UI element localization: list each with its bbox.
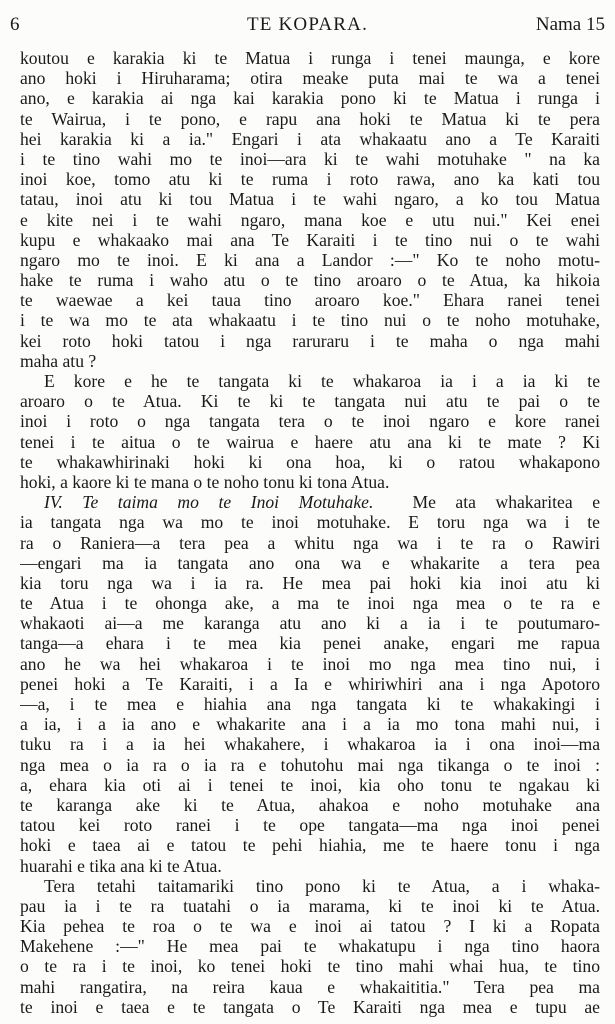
text-line: tenei i te aitua o te wairua e haere atu ana ki te mate ? Ki [20, 431, 600, 452]
text-line: tatou kei roto ranei i te ope tangata—ma nga inoi penei [20, 815, 600, 836]
text-line: E kore e he te tangata ki te whakaroa ia i a ia ki te [44, 371, 600, 391]
text-line: tanga—a ehara i te mea kia penei anake, engari me rapua [20, 633, 600, 654]
text-line: ia tangata nga wa mo te inoi motuhake. E toru nga wa i te [20, 512, 600, 533]
text-span: Me ata whakaritea e [412, 492, 600, 513]
text-line: te waewae a kei taua tino aroaro koe." Ehara ranei tenei [20, 290, 600, 311]
text-line: hoki e taea ai e tatou te pehi hiahia, me te haere tonu i nga [20, 835, 600, 856]
text-line: inoi i roto o nga tangata tera o te inoi ngaro e kore ranei [20, 411, 600, 432]
text-line: maha atu ? [20, 350, 97, 371]
text-line: pau ia i te ra tuatahi o ia marama, ki te inoi ki te Atua. [20, 895, 600, 916]
text-line: hei karakia ki a ia." Engari i ata whakaatu ano a Te Karaiti [20, 128, 600, 149]
section-heading-line [20, 492, 600, 512]
text-line: a, ehara kia oti ai i tenei te inoi, kia oho tonu te ngakau ki [20, 774, 600, 795]
text-line: whakaoti ai—a me karanga atu ano ki a ia i te poutumaro- [20, 613, 600, 634]
text-line: Kia pehea te roa o te wa e inoi ai tatou ? I ki a Ropata [20, 916, 600, 937]
text-line: tatau, inoi atu ki tou Matua i te wahi ngaro, a ko tou Matua [20, 189, 600, 210]
text-line: tuku ra i a ia hei whakahere, i whakaroa ia i ona inoi—ma [20, 734, 600, 755]
running-header [10, 14, 605, 40]
text-line: Makehene :—" He mea pai te whakatupu i nga tino haora [20, 936, 600, 957]
text-line: —engari ma ia tangata ano ona wa e whakarite a tera pea [20, 552, 600, 573]
text-line: ano, e karakia ai nga kai karakia pono ki te Matua i runga i [20, 88, 600, 109]
page-number: 6 [10, 14, 20, 35]
text-line: nga mea o ia ra o ia ra e tohutohu mai nga tikanga o te inoi : [20, 754, 600, 775]
text-line: hake te ruma i waho atu o te tino aroaro o te Atua, ka hikoia [20, 270, 600, 291]
text-line: Tera tetahi taitamariki tino pono ki te Atua, a i whaka- [44, 875, 600, 896]
text-line: te karanga ake ki te Atua, ahakoa e noho motuhake ana [20, 794, 600, 815]
text-line: te Atua i te ohonga ake, a ma te inoi nga mea o te ra e [20, 593, 600, 614]
text-line: ra o Raniera—a tera pea a whitu nga wa i te ra o Rawiri [20, 532, 600, 553]
text-line: inoi koe, tomo atu ki te ruma i roto rawa, ano ka kati tou [20, 169, 600, 190]
text-line: a ia, i a ia ano e whakarite ana i a ia mo tona mahi nui, i [20, 714, 600, 735]
text-line: o te ra i te inoi, ko tenei hoki te tino mahi whai hua, te tino [20, 956, 600, 977]
text-line: koutou e karakia ki te Matua i runga i tenei maunga, e kore [20, 48, 600, 68]
text-line: ano he wa hei whakaroa i te inoi mo nga mea tino nui, i [20, 653, 600, 674]
text-line: ano hoki i Hiruharama; otira meake puta mai te wa a tenei [20, 68, 600, 89]
text-line: ngaro mo te inoi. E ki ana a Landor :—" Ko te noho motu- [20, 249, 600, 270]
text-line: —a, i te mea e hiahia ana nga tangata ki te whakakingi i [20, 694, 600, 714]
text-line: kia toru nga wa i ia ra. He mea pai hoki kia inoi atu ki [20, 572, 600, 593]
text-line: i te wa mo te ata whakaatu i te tino nui o te noho motuhake, [20, 310, 600, 331]
text-line: te Wairua, i te pono, e rapu ana hoki te Matua ki te pera [20, 108, 600, 129]
text-line: te inoi e taea e te tangata o Te Karaiti nga mea e tupu ae [20, 996, 600, 1017]
issue-number: Nama 15 [535, 14, 605, 35]
publication-title: TE KOPARA. [246, 14, 369, 35]
text-line: kei roto hoki tatou i nga raruraru i te maha o nga mahi [20, 330, 600, 351]
text-line: penei hoki a Te Karaiti, i a Ia e whiriwhiri ana i nga Apotoro [20, 673, 600, 694]
section-heading: IV. Te taima mo te Inoi Motuhake. [44, 492, 374, 513]
text-line: kupu e whakaako mai ana Te Karaiti i te tino nui o te wahi [20, 229, 600, 250]
text-line: e kite nei i te wahi ngaro, mana koe e utu nui." Kei enei [20, 209, 600, 230]
text-line: mahi rangatira, na reira kaua e whakaititia." Tera pea ma [20, 976, 600, 997]
text-line: huarahi e tika ana ki te Atua. [20, 855, 222, 876]
text-line: i te tino wahi mo te inoi—ara ki te wahi motuhake " na ka [20, 148, 600, 169]
body-text [20, 48, 600, 1017]
text-line: hoki, a kaore ki te mana o te noho tonu ki tona Atua. [20, 471, 390, 492]
text-line: aroaro o te Atua. Ki te ki te tangata nui atu te pai o te [20, 391, 600, 412]
text-line: te whakawhirinaki hoki ki ona hoa, ki o ratou whakapono [20, 451, 600, 472]
